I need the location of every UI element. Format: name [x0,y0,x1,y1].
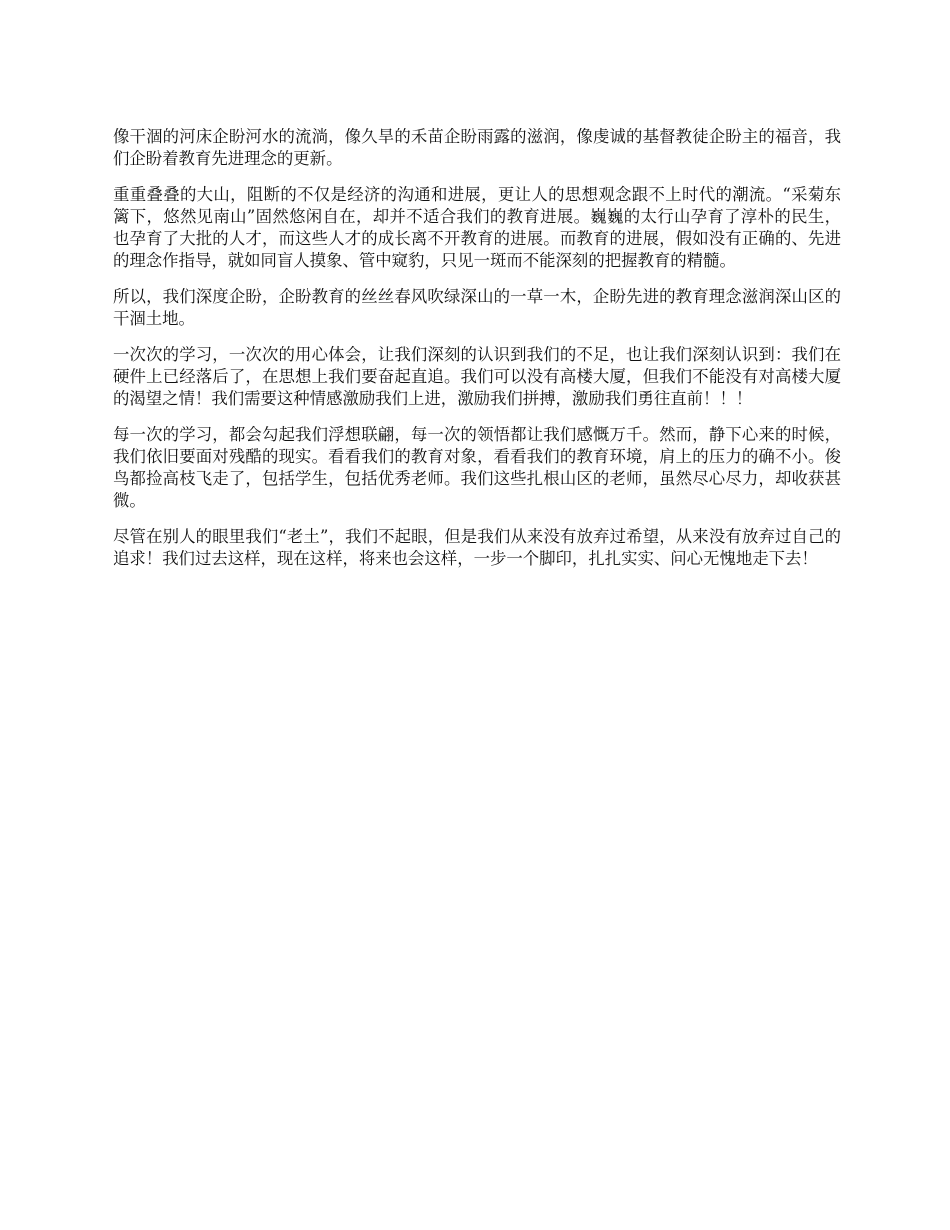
document-body [113,126,841,584]
paragraph: 一次次的学习，一次次的用心体会，让我们深刻的认识到我们的不足，也让我们深刻认识到：我们在硬件上已经落后了，在思想上我们要奋起直追。我们可以没有高楼大厦，但我们不能没有对高楼大厦的渴望之情！我们需要这种情感激励我们上进，激励我们拼搏，激励我们勇往直前！！！ [113,345,841,408]
paragraph: 尽管在别人的眼里我们“老土”，我们不起眼，但是我们从来没有放弃过希望，从来没有放弃过自己的追求！我们过去这样，现在这样，将来也会这样，一步一个脚印，扎扎实实、问心无愧地走下去！ [113,527,841,568]
paragraph: 每一次的学习，都会勾起我们浮想联翩，每一次的领悟都让我们感慨万千。然而，静下心来的时候，我们依旧要面对残酷的现实。看看我们的教育对象，看看我们的教育环境，肩上的压力的确不小。俊鸟都捡高枝飞走了，包括学生，包括优秀老师。我们这些扎根山区的老师，虽然尽心尽力，却收获甚微。 [113,425,841,510]
paragraph: 重重叠叠的大山，阻断的不仅是经济的沟通和进展，更让人的思想观念跟不上时代的潮流。“采菊东篱下，悠然见南山”固然悠闲自在，却并不适合我们的教育进展。巍巍的太行山孕育了淳朴的民生，也孕育了大批的人才，而这些人才的成长离不开教育的进展。而教育的进展，假如没有正确的、先进的理念作指导，就如同盲人摸象、管中窥豹，只见一斑而不能深刻的把握教育的精髓。 [113,185,841,270]
paragraph: 像干涸的河床企盼河水的流淌，像久旱的禾苗企盼雨露的滋润，像虔诚的基督教徒企盼主的福音，我们企盼着教育先进理念的更新。 [113,127,841,168]
paragraph: 所以，我们深度企盼，企盼教育的丝丝春风吹绿深山的一草一木，企盼先进的教育理念滋润深山区的干涸土地。 [113,287,841,328]
